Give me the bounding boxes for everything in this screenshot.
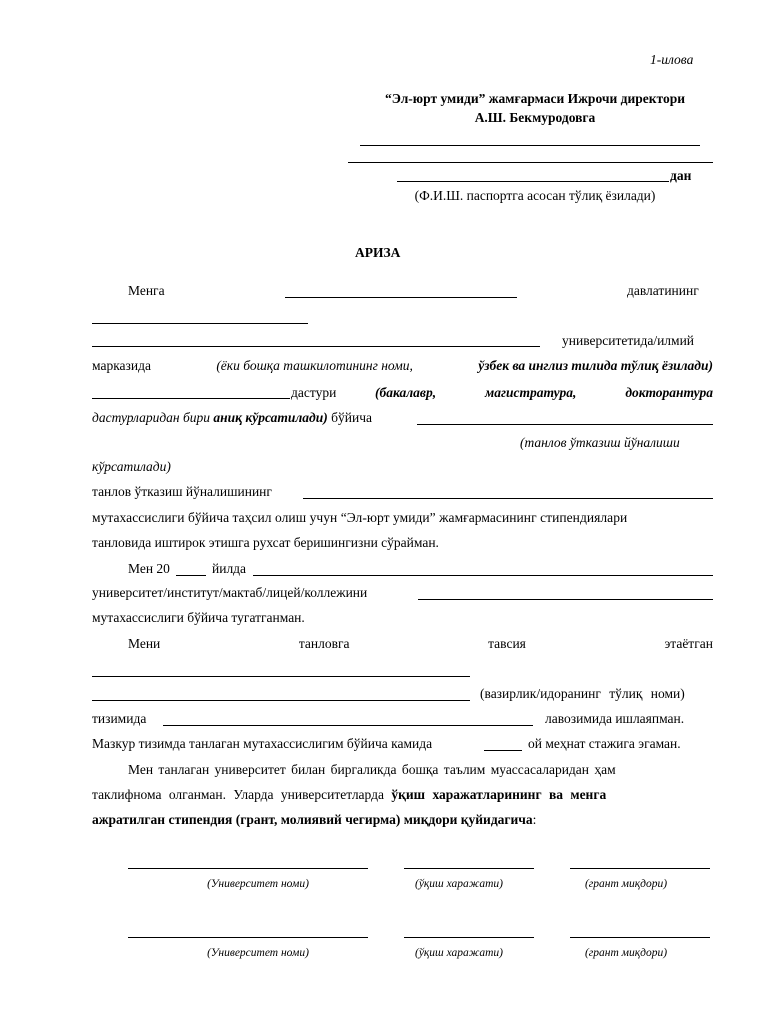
body-text: (бакалавр,: [375, 385, 437, 400]
body-line-6: [92, 410, 372, 426]
body-text: Мени: [128, 636, 161, 651]
body-text: таклифнома олганман. Уларда университетларда: [92, 787, 384, 802]
tuition-cost-caption: (ўқиш харажати): [414, 947, 503, 959]
body-text: (ёки бошқа ташкилотининг номи,: [216, 358, 413, 373]
institution-specialty-blank[interactable]: [418, 599, 713, 600]
direction-blank[interactable]: [417, 424, 713, 425]
direction-note-continued: кўрсатилади): [92, 459, 171, 474]
appendix-label: 1-илова: [650, 52, 694, 67]
body-text: танловида иштирок этишга рухсат беришингизни сўрайман.: [92, 535, 439, 550]
sender-blank-1[interactable]: [360, 145, 700, 146]
body-text: тавсия: [488, 636, 526, 651]
graduation-year-blank[interactable]: [176, 575, 206, 576]
body-text: марказида: [92, 358, 151, 373]
body-text: лавозимида ишлаяпман.: [545, 711, 685, 726]
body-text: бўйича: [331, 410, 372, 425]
ministry-blank[interactable]: [92, 700, 470, 701]
recommender-blank[interactable]: [92, 676, 470, 677]
sender-name-blank[interactable]: [397, 181, 669, 182]
university-name-caption: (Университет номи): [207, 947, 309, 959]
body-text: магистратура,: [485, 385, 577, 400]
body-text: мутахассислиги бўйича таҳсил олиш учун “Эл-юрт умиди” жамғармасининг стипендиялари: [92, 510, 628, 525]
body-text: ўқиш харажатларининг ва менга: [391, 787, 607, 802]
body-text: Мазкур тизимда танлаган мутахассислигим бўйича камида: [92, 736, 433, 751]
body-line-4: [92, 358, 713, 374]
body-text: дастури: [291, 385, 337, 400]
ministry-note: (вазирлик/идоранинг тўлиқ номи): [480, 686, 685, 701]
body-text: дастурларидан бири: [92, 410, 211, 425]
body-text: давлатининг: [627, 283, 699, 298]
country-blank-continued[interactable]: [92, 323, 308, 324]
grant-amount-caption: (грант миқдори): [584, 878, 668, 890]
body-text: йилда: [212, 561, 247, 576]
grant-amount-blank[interactable]: [570, 937, 710, 938]
body-line-15: [128, 636, 713, 652]
body-line-21: [92, 787, 606, 803]
program-blank[interactable]: [92, 398, 290, 399]
body-text: ўзбек ва инглиз тилида тўлиқ ёзилади): [478, 358, 713, 373]
body-line-22: [92, 812, 536, 828]
experience-months-blank[interactable]: [484, 750, 522, 751]
body-text: :: [532, 812, 537, 827]
university-name-caption: (Университет номи): [207, 878, 309, 890]
position-blank[interactable]: [163, 725, 533, 726]
university-name-blank[interactable]: [128, 868, 368, 869]
tuition-cost-blank[interactable]: [404, 868, 534, 869]
grant-amount-blank[interactable]: [570, 868, 710, 869]
body-text: этаётган: [664, 636, 713, 651]
body-text: Менга: [128, 283, 165, 298]
body-text: университет/институт/мактаб/лицей/коллежини: [92, 585, 368, 600]
body-text: университетида/илмий: [562, 333, 695, 348]
body-text: ажратилган стипендия (грант, молиявий чегирма) миқдори қуйидагича: [92, 812, 533, 827]
body-text: Мен танлаган университет билан биргаликда бошқа таълим муассасаларидан ҳам: [128, 762, 616, 777]
document-title: АРИЗА: [355, 245, 401, 260]
university-blank[interactable]: [92, 346, 540, 347]
direction-note: (танлов ўтказиш йўналиши: [520, 435, 680, 450]
body-text: ой меҳнат стажига эгаман.: [528, 736, 681, 751]
body-text: танлов ўтказиш йўналишининг: [92, 484, 272, 499]
sender-name-note: (Ф.И.Ш. паспортга асосан тўлиқ ёзилади): [414, 188, 656, 203]
tuition-cost-blank[interactable]: [404, 937, 534, 938]
body-text: аниқ кўрсатилади): [213, 410, 328, 425]
body-text: докторантура: [625, 385, 713, 400]
country-blank[interactable]: [285, 297, 517, 298]
body-line-5: [375, 385, 713, 401]
specialty-blank[interactable]: [303, 498, 713, 499]
body-text: тизимида: [92, 711, 147, 726]
tuition-cost-caption: (ўқиш харажати): [414, 878, 503, 890]
sender-blank-2[interactable]: [348, 162, 713, 163]
addressee-line-2: А.Ш. Бекмуродовга: [474, 110, 596, 125]
addressee-line-1: “Эл-юрт умиди” жамғармаси Ижрочи директори: [385, 91, 685, 106]
grant-amount-caption: (грант миқдори): [584, 947, 668, 959]
university-name-blank[interactable]: [128, 937, 368, 938]
body-text: Мен 20: [128, 561, 170, 576]
body-text: мутахассислиги бўйича тугатганман.: [92, 610, 305, 625]
from-suffix: дан: [670, 168, 692, 183]
institution-blank[interactable]: [253, 575, 713, 576]
body-text: танловга: [298, 636, 350, 651]
